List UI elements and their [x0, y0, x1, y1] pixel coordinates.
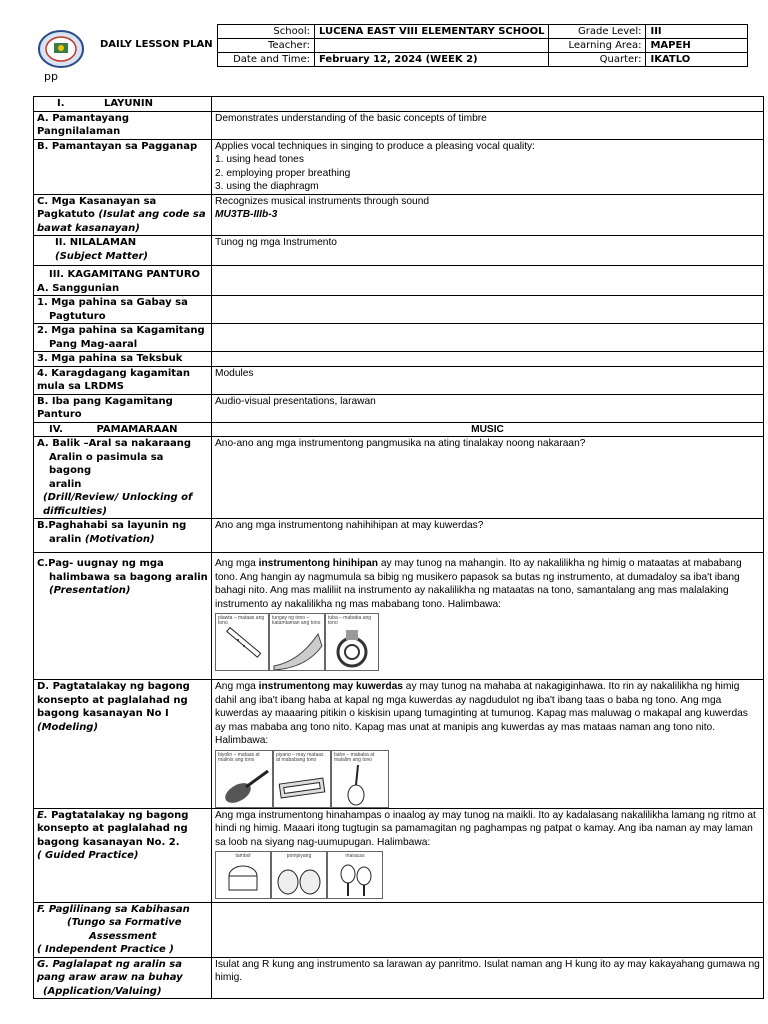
kagamitang-panturo-label: III. KAGAMITANG PANTURO A. Sanggunian	[34, 266, 212, 296]
keyboard-image: piyano – may mataas at mababang tono	[273, 750, 331, 808]
balik-aral-label: A. Balik –Aral sa nakaraang Aralin o pasimula sa bagong aralin (Drill/Review/ Unlocking of difficulties)	[34, 437, 212, 519]
school-seal-logo	[37, 29, 85, 69]
list-item: 1. using head tones	[215, 154, 304, 165]
iba-pang-kagamitan-label: B. Iba pang Kagamitang Panturo	[34, 394, 212, 422]
grade-level-value: III	[646, 25, 748, 39]
nilalaman-label: II. NILALAMAN (Subject Matter)	[34, 236, 212, 266]
teacher-label: Teacher:	[218, 39, 315, 53]
teacher-value	[315, 39, 549, 53]
stray-text: pp	[44, 70, 58, 83]
header-info-table	[217, 24, 748, 67]
maracas-image: maracas	[327, 851, 383, 899]
pamantayang-pangnilalaman-value: Demonstrates understanding of the basic concepts of timbre	[212, 111, 764, 139]
pagtatalakay-2-value: Ang mga instrumentong hinahampas o inaalog ay may tunog na maikli. Ito ay kadalasang nakalilikha lamang ng ritmo at hindi ng himig. Maaari itong tugtugin sa pamamagitan ng paghampas ng patpat o kamay. Ang iba naman ay may laman sa loob na siyang nag-uumupugan. Halimbawa: tambol pompiyang maracas	[212, 808, 764, 902]
paglalapat-value: Isulat ang R kung ang instrumento sa larawan ay panritmo. Isulat naman ang H kung ito ay may kakayahang gumawa ng himig.	[212, 957, 764, 999]
pamantayan-sa-pagganap-label: B. Pamantayan sa Pagganap	[34, 139, 212, 194]
guitar-image: bahe – mababa at malalim ang tono	[331, 750, 389, 808]
date-time-value: February 12, 2024 (WEEK 2)	[315, 53, 549, 67]
teksbuk-label: 3. Mga pahina sa Teksbuk	[34, 352, 212, 367]
flute-image: plawta – mataas ang tono	[215, 613, 269, 671]
date-time-label: Date and Time:	[218, 53, 315, 67]
gabay-sa-pagtuturo-label: 1. Mga pahina sa Gabay sa Pagtuturo	[34, 296, 212, 324]
horn-image: tungay ng tono – katamtaman ang tono	[269, 613, 325, 671]
document-title: DAILY LESSON PLAN	[100, 39, 213, 50]
cymbals-image: pompiyang	[271, 851, 327, 899]
kagamitang-mag-aaral-label: 2. Mga pahina sa Kagamitang Pang Mag-aaral	[34, 324, 212, 352]
list-item: 3. using the diaphragm	[215, 181, 319, 192]
pag-uugnay-value: Ang mga instrumentong hinihipan ay may tunog na mahangin. Ito ay nakalilikha ng himig o mataatas at mababang tono. Ang hangin ay nagmumula sa bibig ng musikero papasok sa butas ng instrumento, at dumadaloy sa iba't ibang bahagi nito. Ang mas maliliit na instrumento ay nakalilikha ng mataatas na tono, samantalang ang mas malalaking instrumento ay nakalilikha ng mas mababang tono. Halimbawa: plawta – mataas ang tono tungay ng tono – katamtaman ang tono tuba – mababa ang tono	[212, 553, 764, 680]
lrdms-value: Modules	[212, 366, 764, 394]
drum-image: tambol	[215, 851, 271, 899]
quarter-value: IKATLO	[646, 53, 748, 67]
pag-uugnay-label: C.Pag- uugnay ng mga halimbawa sa bagong aralin (Presentation)	[34, 553, 212, 680]
violin-image: biyolin – mataas at malinis ang tono	[215, 750, 273, 808]
learning-area-label: Learning Area:	[549, 39, 646, 53]
competency-code: MU3TB-IIIb-3	[215, 209, 278, 220]
school-label: School:	[218, 25, 315, 39]
balik-aral-value: Ano-ano ang mga instrumentong pangmusika na ating tinalakay noong nakaraan?	[212, 437, 764, 519]
iba-pang-kagamitan-value: Audio-visual presentations, larawan	[212, 394, 764, 422]
lesson-plan-table	[33, 96, 764, 999]
quarter-label: Quarter:	[549, 53, 646, 67]
string-instruments-images	[215, 750, 760, 808]
paglilinang-label: F. Paglilinang sa Kabihasan (Tungo sa Formative Assessment ( Independent Practice )	[34, 902, 212, 957]
paghahabi-label: B.Paghahabi sa layunin ng aralin (Motivation)	[34, 519, 212, 553]
list-item: 2. employing proper breathing	[215, 167, 351, 179]
wind-instruments-images	[215, 613, 760, 671]
pagtatalakay-1-value: Ang mga instrumentong may kuwerdas ay may tunog na mahaba at nakagiginhawa. Ito rin ay nakalilikha ng himig dahil ang iba't ibang haba at kapal ng mga kuwerdas ay nagdudulot ng iba't ibang taas o baba ng tono. Ang mga kuwerdas ay maaaring pitikin o kiskisin upang tumaginting at tumunog. Kapag mas maluwag o makapal ang kuwerdas ay mas mababa ang tono nito. Kapag mas unat at manipis ang kuwerdas ay mas mataas naman ang tono nito. Halimbawa: biyolin – mataas at malinis ang tono piyano – may mataas at mababang tono bahe – mababa at malalim ang tono	[212, 680, 764, 809]
paghahabi-value: Ano ang mga instrumentong nahihihipan at may kuwerdas?	[212, 519, 764, 553]
lrdms-label: 4. Karagdagang kagamitan mula sa LRDMS	[34, 366, 212, 394]
subject-music: MUSIC	[212, 422, 764, 437]
pamantayang-pangnilalaman-label: A. Pamantayang Pangnilalaman	[34, 111, 212, 139]
pamantayan-sa-pagganap-value: Applies vocal techniques in singing to produce a pleasing vocal quality: 1. using head tones 2. employing proper breathing 3. using the diaphragm	[212, 139, 764, 194]
grade-level-label: Grade Level:	[549, 25, 646, 39]
paglalapat-label: G. Paglalapat ng aralin sa pang araw araw na buhay (Application/Valuing)	[34, 957, 212, 999]
kasanayan-value: Recognizes musical instruments through sound MU3TB-IIIb-3	[212, 194, 764, 236]
tuba-image: tuba – mababa ang tono	[325, 613, 379, 671]
kasanayan-label: C. Mga Kasanayan sa Pagkatuto (Isulat ang code sa bawat kasanayan)	[34, 194, 212, 236]
nilalaman-value: Tunog ng mga Instrumento	[212, 236, 764, 266]
school-value: LUCENA EAST VIII ELEMENTARY SCHOOL	[315, 25, 549, 39]
pagtatalakay-1-label: D. Pagtatalakay ng bagong konsepto at paglalahad ng bagong kasanayan No I (Modeling)	[34, 680, 212, 809]
learning-area-value: MAPEH	[646, 39, 748, 53]
pagtatalakay-2-label: E. Pagtatalakay ng bagong konsepto at paglalahad ng bagong kasanayan No. 2. ( Guided Practice)	[34, 808, 212, 902]
section-layunin-header: I. LAYUNIN	[34, 97, 212, 112]
percussion-instruments-images	[215, 851, 760, 899]
pamamaraan-header: IV. PAMAMARAAN	[34, 422, 212, 437]
